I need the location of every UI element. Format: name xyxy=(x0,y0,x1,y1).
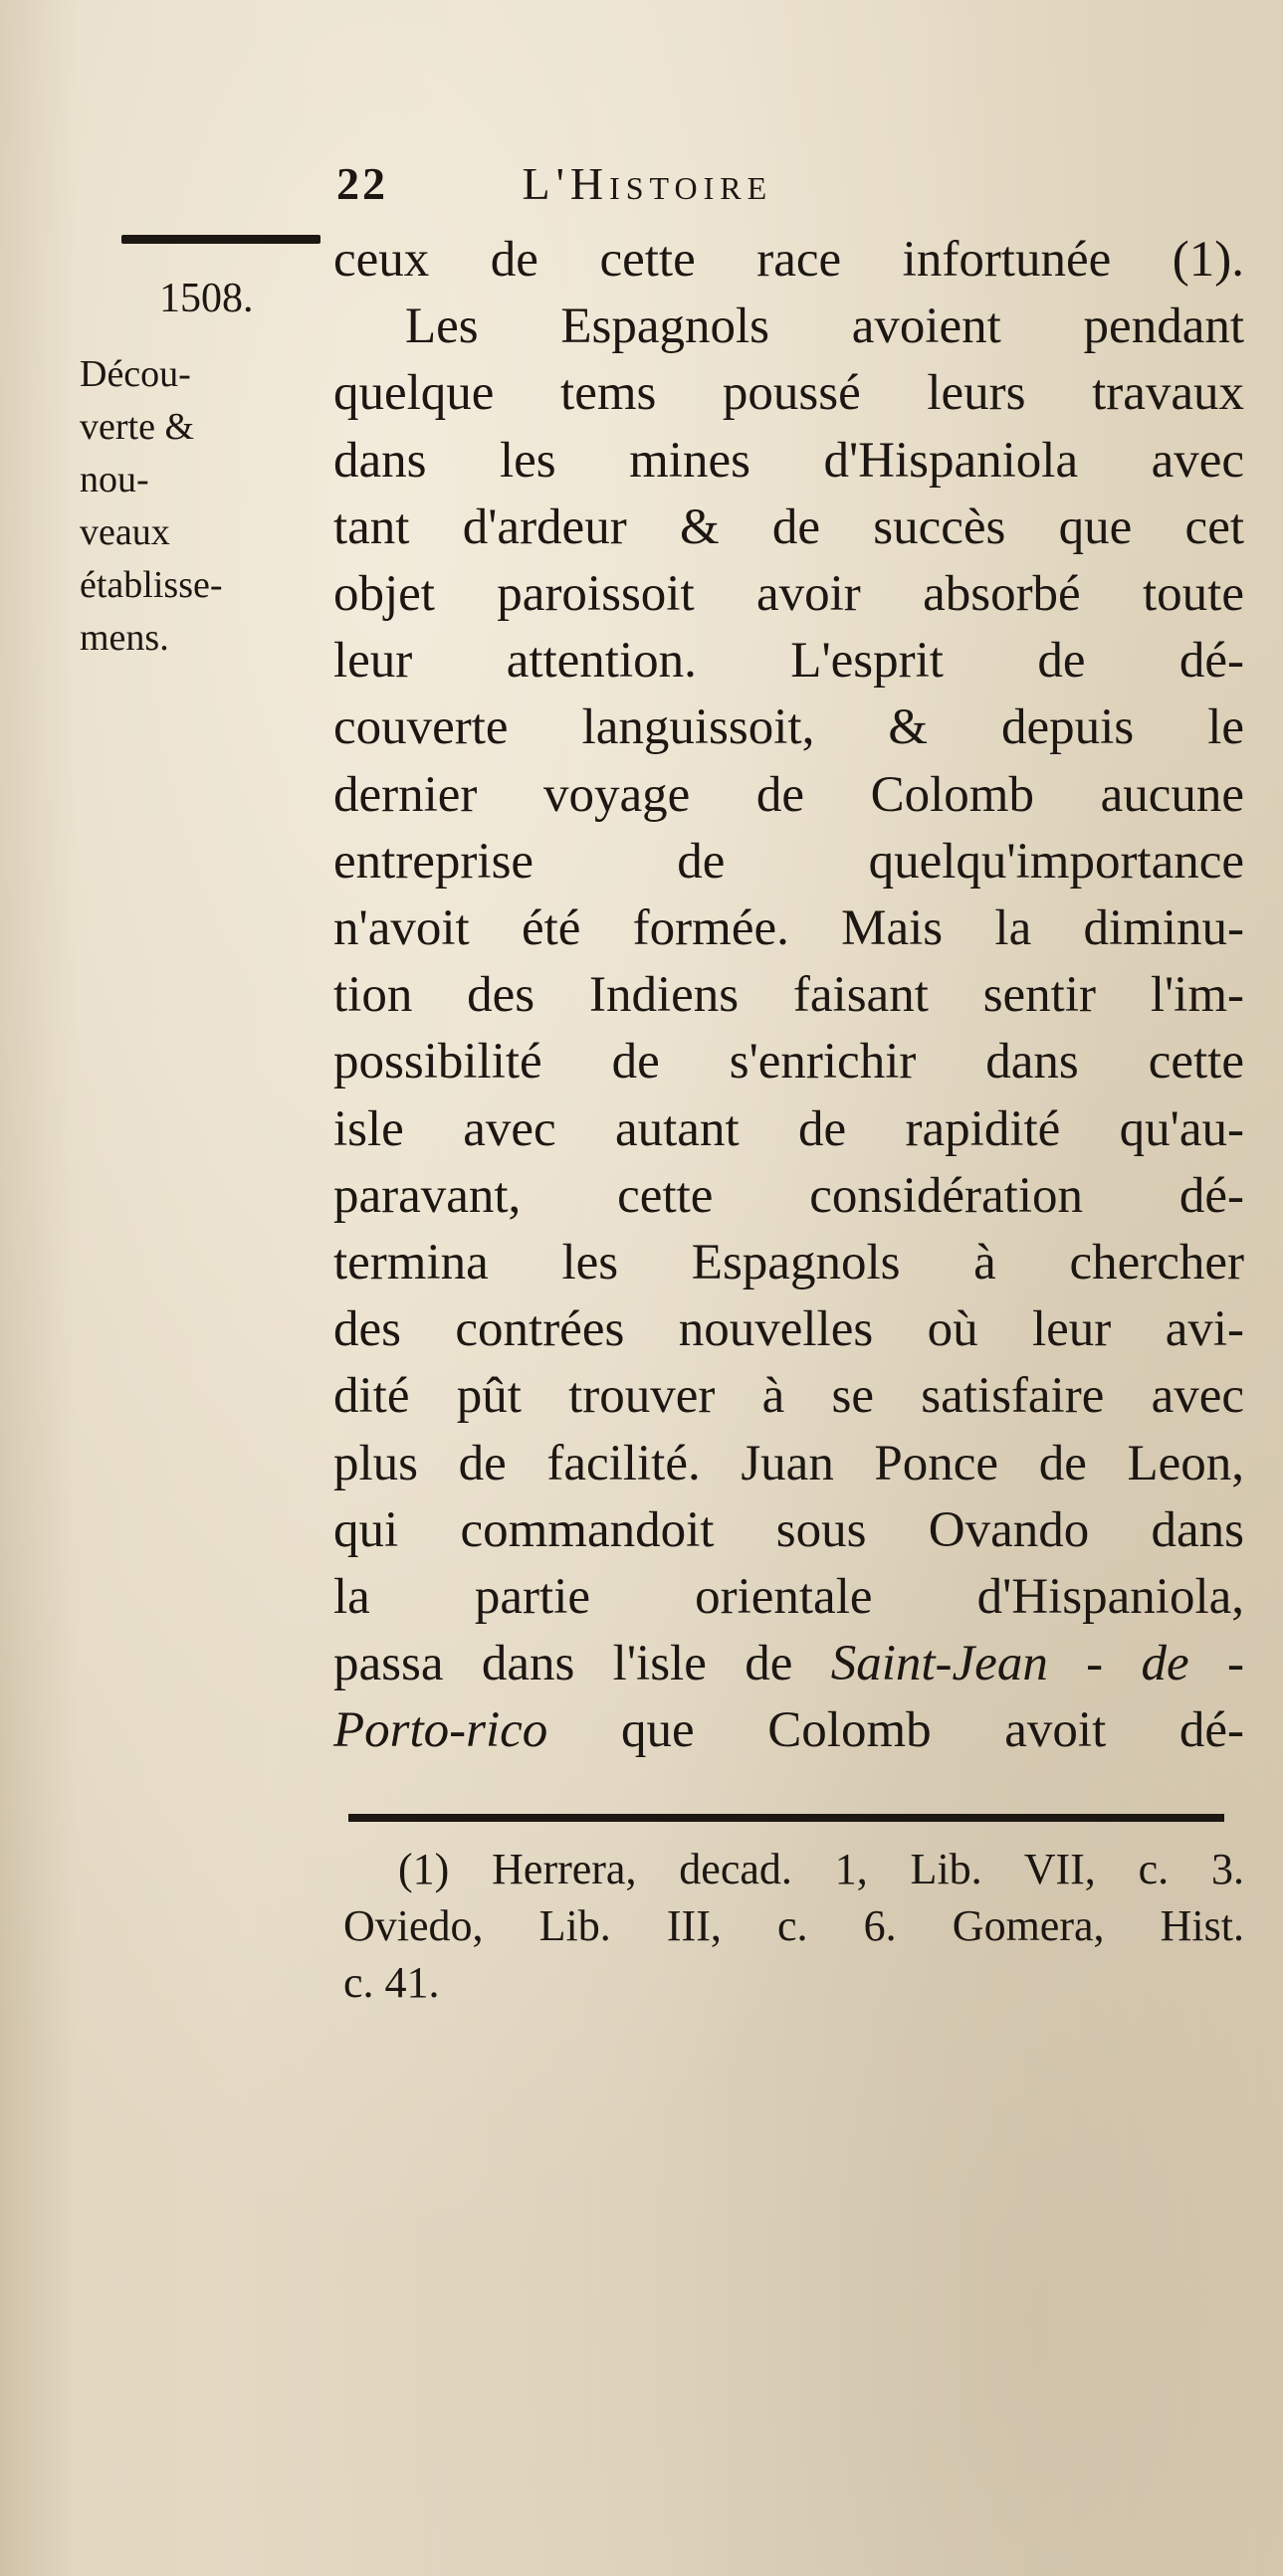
text-line: isle avec autant de rapidité qu'au- xyxy=(333,1100,1244,1157)
text-line: termina les Espagnols à chercher xyxy=(333,1235,1244,1291)
footnote xyxy=(343,1841,1244,2011)
margin-note-line: verte & xyxy=(80,406,195,448)
main-text xyxy=(333,227,1244,1765)
text-line: couverte languissoit, & depuis le xyxy=(333,699,1244,756)
text-line: paravant, cette considération dé- xyxy=(333,1167,1244,1224)
text-line: dité pût trouver à se satisfaire avec xyxy=(333,1368,1244,1425)
margin-year: 1508. xyxy=(159,276,254,321)
text-line: entreprise de quelqu'importance xyxy=(333,833,1244,890)
text-line: plus de facilité. Juan Ponce de Leon, xyxy=(333,1435,1244,1491)
footnote-rule xyxy=(348,1814,1224,1822)
margin-note-line: Décou- xyxy=(80,353,191,395)
text-line: la partie orientale d'Hispaniola, xyxy=(333,1569,1244,1626)
text-line xyxy=(333,1631,1244,1697)
text-segment: que Colomb avoit dé- xyxy=(620,1702,1245,1759)
text-line: quelque tems poussé leurs travaux xyxy=(333,365,1244,422)
italic-place-name: Porto-rico xyxy=(333,1702,548,1759)
italic-place-name: Saint-Jean - de - xyxy=(830,1636,1244,1692)
text-line: objet paroissoit avoir absorbé toute xyxy=(333,566,1244,623)
page-header xyxy=(336,157,772,210)
text-line: possibilité de s'enrichir dans cette xyxy=(333,1034,1244,1090)
page-number: 22 xyxy=(336,158,388,209)
text-line: dernier voyage de Colomb aucune xyxy=(333,766,1244,823)
text-line xyxy=(333,1697,1244,1764)
footnote-line: c. 41. xyxy=(343,1958,440,2007)
text-line: dans les mines d'Hispaniola avec xyxy=(333,432,1244,489)
footnote-line: Oviedo, Lib. III, c. 6. Gomera, Hist. xyxy=(343,1901,1244,1950)
text-line: des contrées nouvelles où leur avi- xyxy=(333,1301,1244,1358)
margin-rule xyxy=(121,235,321,244)
text-line: n'avoit été formée. Mais la diminu- xyxy=(333,900,1244,957)
text-line: qui commandoit sous Ovando dans xyxy=(333,1501,1244,1558)
margin-note-line: nou- xyxy=(80,459,149,500)
margin-note-line: veaux xyxy=(80,511,170,553)
margin-note-line: établisse- xyxy=(80,564,223,606)
margin-note xyxy=(80,348,328,665)
text-segment: passa dans l'isle de xyxy=(333,1636,793,1692)
running-head: L'Histoire xyxy=(522,158,773,209)
text-line: tion des Indiens faisant sentir l'im- xyxy=(333,967,1244,1024)
margin-note-line: mens. xyxy=(80,617,169,659)
footnote-line: (1) Herrera, decad. 1, Lib. VII, c. 3. xyxy=(398,1845,1244,1893)
text-line: leur attention. L'esprit de dé- xyxy=(333,633,1244,690)
text-line: Les Espagnols avoient pendant xyxy=(405,298,1244,355)
text-line: tant d'ardeur & de succès que cet xyxy=(333,498,1244,555)
text-line: ceux de cette race infortunée (1). xyxy=(333,232,1244,288)
